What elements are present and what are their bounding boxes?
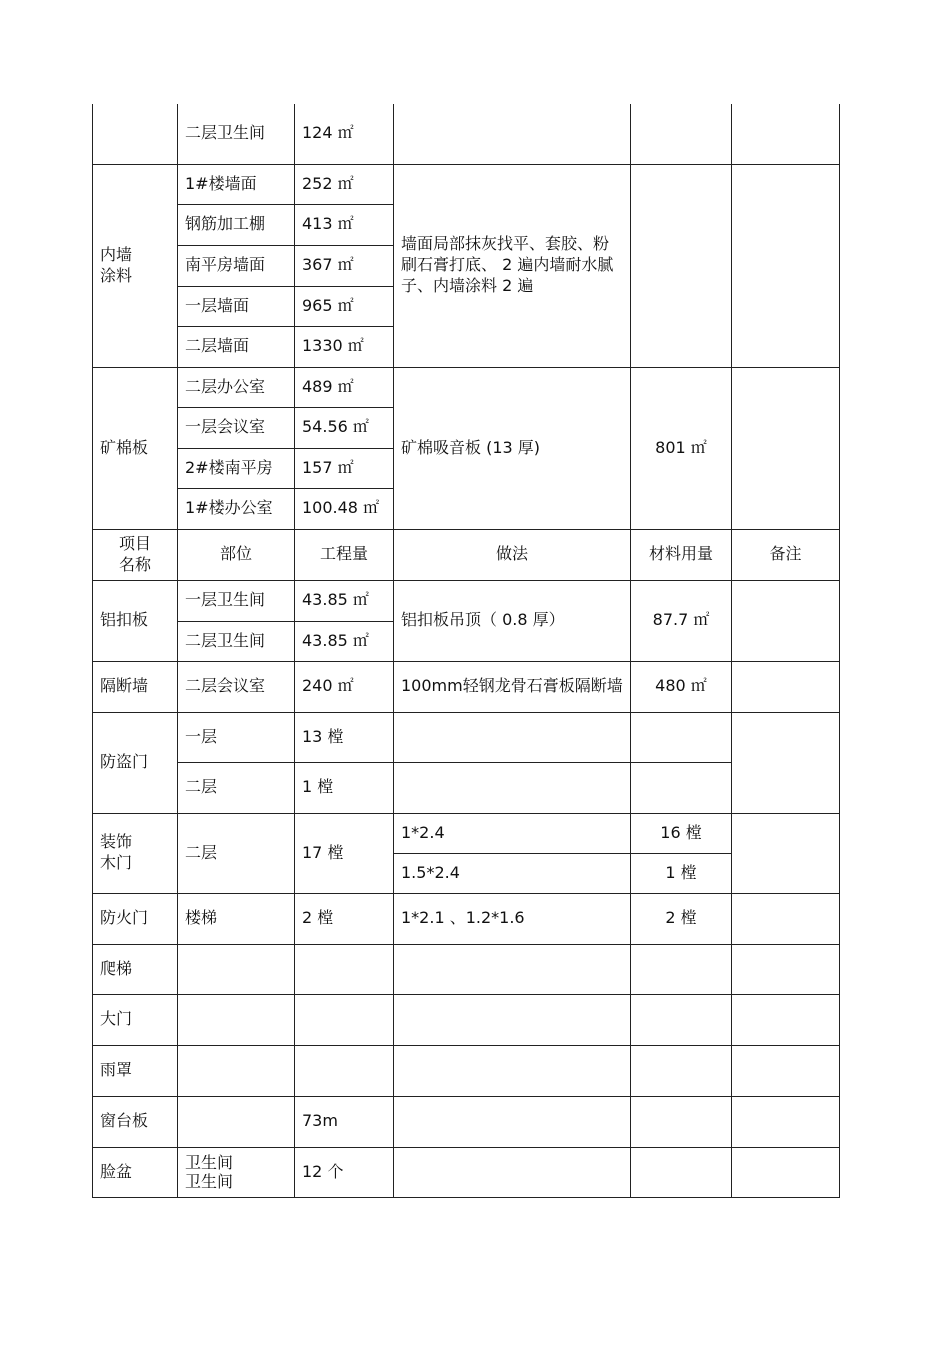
part-cell: 一层卫生间 bbox=[178, 580, 295, 621]
part-cell bbox=[178, 994, 295, 1045]
material-cell: 480 ㎡ bbox=[631, 661, 732, 712]
method-cell bbox=[394, 762, 631, 813]
remark-cell bbox=[732, 813, 840, 893]
method-cell: 1*2.4 bbox=[394, 813, 631, 853]
remark-cell bbox=[732, 994, 840, 1045]
item-name-cell: 装饰 木门 bbox=[93, 813, 178, 893]
part-cell: 1#楼办公室 bbox=[178, 488, 295, 529]
qty-cell: 17 樘 bbox=[295, 813, 394, 893]
qty-cell: 73m bbox=[295, 1096, 394, 1147]
remark-cell bbox=[732, 944, 840, 994]
material-cell bbox=[631, 1147, 732, 1197]
remark-cell bbox=[732, 893, 840, 944]
table-row bbox=[93, 367, 840, 407]
method-cell bbox=[394, 712, 631, 762]
method-cell bbox=[394, 944, 631, 994]
part-cell: 二层 bbox=[178, 762, 295, 813]
part-cell: 南平房墙面 bbox=[178, 245, 295, 286]
qty-cell: 1330 ㎡ bbox=[295, 326, 394, 367]
material-cell bbox=[631, 762, 732, 813]
method-cell bbox=[394, 104, 631, 164]
part-cell: 卫生间 卫生间 bbox=[178, 1147, 295, 1197]
qty-cell bbox=[295, 1045, 394, 1096]
qty-cell: 413 ㎡ bbox=[295, 204, 394, 245]
material-cell bbox=[631, 944, 732, 994]
method-cell bbox=[394, 1096, 631, 1147]
part-cell: 二层会议室 bbox=[178, 661, 295, 712]
part-cell: 钢筋加工棚 bbox=[178, 204, 295, 245]
remark-cell bbox=[732, 1096, 840, 1147]
material-cell: 801 ㎡ bbox=[631, 367, 732, 529]
part-cell: 1#楼墙面 bbox=[178, 164, 295, 204]
table-row bbox=[93, 893, 840, 944]
item-name-cell bbox=[93, 104, 178, 164]
table-row bbox=[93, 762, 840, 813]
qty-cell bbox=[295, 994, 394, 1045]
part-cell bbox=[178, 1045, 295, 1096]
item-name-cell: 爬梯 bbox=[93, 944, 178, 994]
item-name-cell: 隔断墙 bbox=[93, 661, 178, 712]
qty-cell: 252 ㎡ bbox=[295, 164, 394, 204]
part-cell: 二层卫生间 bbox=[178, 621, 295, 661]
table-header-row bbox=[93, 529, 840, 580]
qty-cell: 157 ㎡ bbox=[295, 448, 394, 488]
item-name-cell: 雨罩 bbox=[93, 1045, 178, 1096]
header-item-name: 项目 名称 bbox=[93, 529, 178, 580]
item-name-cell: 铝扣板 bbox=[93, 580, 178, 661]
remark-cell bbox=[732, 1147, 840, 1197]
remark-cell bbox=[732, 712, 840, 813]
part-cell: 一层 bbox=[178, 712, 295, 762]
material-cell bbox=[631, 104, 732, 164]
part-cell: 楼梯 bbox=[178, 893, 295, 944]
method-cell: 矿棉吸音板 (13 厚) bbox=[394, 367, 631, 529]
qty-cell: 100.48 ㎡ bbox=[295, 488, 394, 529]
table-row bbox=[93, 164, 840, 204]
material-cell: 87.7 ㎡ bbox=[631, 580, 732, 661]
qty-cell: 43.85 ㎡ bbox=[295, 621, 394, 661]
quantity-table bbox=[92, 104, 840, 1198]
part-cell bbox=[178, 944, 295, 994]
material-cell bbox=[631, 994, 732, 1045]
table-row bbox=[93, 661, 840, 712]
item-name-cell: 内墙 涂料 bbox=[93, 164, 178, 367]
part-cell: 二层墙面 bbox=[178, 326, 295, 367]
header-material: 材料用量 bbox=[631, 529, 732, 580]
method-cell bbox=[394, 1147, 631, 1197]
remark-cell bbox=[732, 164, 840, 367]
part-cell: 一层墙面 bbox=[178, 286, 295, 326]
header-method: 做法 bbox=[394, 529, 631, 580]
qty-cell: 13 樘 bbox=[295, 712, 394, 762]
qty-cell: 489 ㎡ bbox=[295, 367, 394, 407]
material-cell bbox=[631, 1096, 732, 1147]
material-cell: 16 樘 bbox=[631, 813, 732, 853]
material-cell bbox=[631, 164, 732, 367]
method-cell: 1*2.1 、1.2*1.6 bbox=[394, 893, 631, 944]
material-cell bbox=[631, 712, 732, 762]
qty-cell: 124 ㎡ bbox=[295, 104, 394, 164]
qty-cell: 367 ㎡ bbox=[295, 245, 394, 286]
item-name-cell: 窗台板 bbox=[93, 1096, 178, 1147]
qty-cell: 43.85 ㎡ bbox=[295, 580, 394, 621]
part-cell: 二层卫生间 bbox=[178, 104, 295, 164]
method-cell bbox=[394, 1045, 631, 1096]
material-cell: 2 樘 bbox=[631, 893, 732, 944]
item-name-cell: 矿棉板 bbox=[93, 367, 178, 529]
method-cell: 墙面局部抹灰找平、套胶、粉刷石膏打底、 2 遍内墙耐水腻子、内墙涂料 2 遍 bbox=[394, 164, 631, 367]
remark-cell bbox=[732, 580, 840, 661]
table-row bbox=[93, 994, 840, 1045]
qty-cell bbox=[295, 944, 394, 994]
table-row bbox=[93, 813, 840, 853]
item-name-cell: 防盗门 bbox=[93, 712, 178, 813]
method-cell: 1.5*2.4 bbox=[394, 853, 631, 893]
qty-cell: 1 樘 bbox=[295, 762, 394, 813]
qty-cell: 12 个 bbox=[295, 1147, 394, 1197]
part-cell: 二层办公室 bbox=[178, 367, 295, 407]
table-row bbox=[93, 1096, 840, 1147]
remark-cell bbox=[732, 367, 840, 529]
table-row bbox=[93, 580, 840, 621]
material-cell: 1 樘 bbox=[631, 853, 732, 893]
qty-cell: 54.56 ㎡ bbox=[295, 407, 394, 448]
table-row bbox=[93, 104, 840, 164]
qty-cell: 240 ㎡ bbox=[295, 661, 394, 712]
part-cell: 2#楼南平房 bbox=[178, 448, 295, 488]
item-name-cell: 脸盆 bbox=[93, 1147, 178, 1197]
header-qty: 工程量 bbox=[295, 529, 394, 580]
table-row bbox=[93, 1045, 840, 1096]
remark-cell bbox=[732, 104, 840, 164]
remark-cell bbox=[732, 661, 840, 712]
part-cell: 一层会议室 bbox=[178, 407, 295, 448]
table-row bbox=[93, 1147, 840, 1197]
item-name-cell: 防火门 bbox=[93, 893, 178, 944]
remark-cell bbox=[732, 1045, 840, 1096]
header-part: 部位 bbox=[178, 529, 295, 580]
qty-cell: 965 ㎡ bbox=[295, 286, 394, 326]
table-row bbox=[93, 944, 840, 994]
method-cell: 铝扣板吊顶（ 0.8 厚） bbox=[394, 580, 631, 661]
part-cell bbox=[178, 1096, 295, 1147]
table-row bbox=[93, 712, 840, 762]
qty-cell: 2 樘 bbox=[295, 893, 394, 944]
material-cell bbox=[631, 1045, 732, 1096]
item-name-cell: 大门 bbox=[93, 994, 178, 1045]
method-cell bbox=[394, 994, 631, 1045]
method-cell: 100mm轻钢龙骨石膏板隔断墙 bbox=[394, 661, 631, 712]
header-remark: 备注 bbox=[732, 529, 840, 580]
part-cell: 二层 bbox=[178, 813, 295, 893]
